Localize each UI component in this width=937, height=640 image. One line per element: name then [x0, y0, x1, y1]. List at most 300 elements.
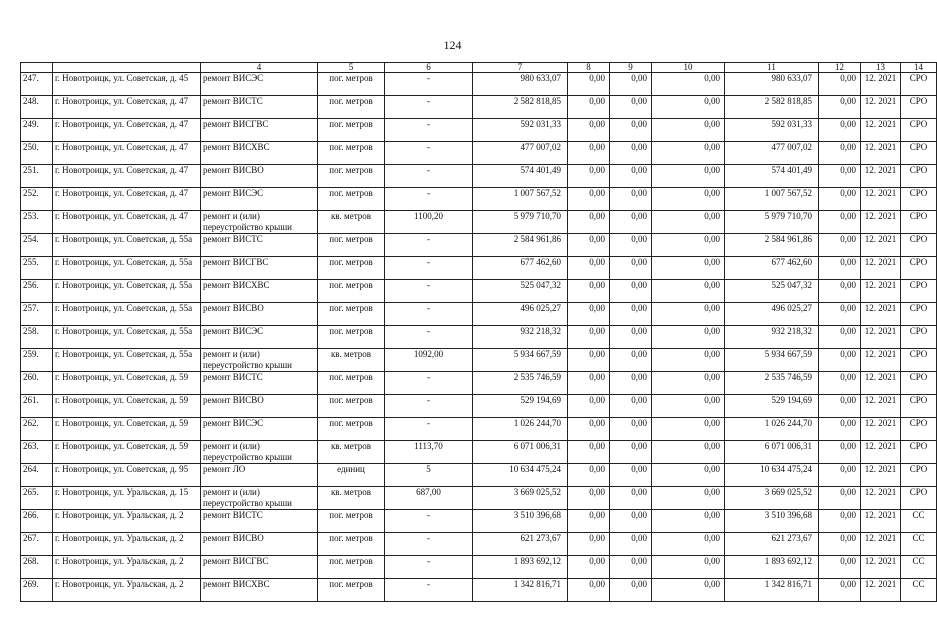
row-number: 261.	[21, 395, 53, 418]
completion-date-cell: 12. 2021	[861, 96, 901, 119]
fund-cost-cell: 1 893 692,12	[725, 556, 819, 579]
value-cell: 0,00	[568, 487, 610, 510]
column-header: 10	[652, 63, 725, 73]
row-number: 254.	[21, 234, 53, 257]
value-cell: 0,00	[610, 280, 652, 303]
value-cell: 0,00	[819, 395, 861, 418]
volume-cell: -	[385, 119, 473, 142]
value-cell: 0,00	[652, 234, 725, 257]
fund-method-cell: СС	[901, 556, 937, 579]
value-cell: 0,00	[652, 142, 725, 165]
fund-cost-cell: 6 071 006,31	[725, 441, 819, 464]
unit-cell: пог. метров	[318, 372, 385, 395]
fund-cost-cell: 3 510 396,68	[725, 510, 819, 533]
address-cell: г. Новотроицк, ул. Советская, д. 47	[53, 119, 201, 142]
value-cell: 0,00	[652, 280, 725, 303]
column-header: 9	[610, 63, 652, 73]
row-number: 267.	[21, 533, 53, 556]
value-cell: 0,00	[568, 211, 610, 234]
total-cost-cell: 1 893 692,12	[473, 556, 568, 579]
fund-cost-cell: 477 007,02	[725, 142, 819, 165]
volume-cell: -	[385, 533, 473, 556]
value-cell: 0,00	[819, 119, 861, 142]
fund-cost-cell: 592 031,33	[725, 119, 819, 142]
value-cell: 0,00	[819, 418, 861, 441]
address-cell: г. Новотроицк, ул. Советская, д. 55а	[53, 303, 201, 326]
value-cell: 0,00	[610, 188, 652, 211]
volume-cell: -	[385, 372, 473, 395]
value-cell: 0,00	[568, 96, 610, 119]
fund-cost-cell: 2 584 961,86	[725, 234, 819, 257]
fund-method-cell: СС	[901, 579, 937, 602]
address-cell: г. Новотроицк, ул. Советская, д. 55а	[53, 326, 201, 349]
total-cost-cell: 6 071 006,31	[473, 441, 568, 464]
work-type-cell: ремонт ЛО	[201, 464, 318, 487]
value-cell: 0,00	[652, 487, 725, 510]
fund-cost-cell: 3 669 025,52	[725, 487, 819, 510]
value-cell: 0,00	[610, 142, 652, 165]
unit-cell: пог. метров	[318, 326, 385, 349]
fund-cost-cell: 980 633,07	[725, 73, 819, 96]
unit-cell: пог. метров	[318, 165, 385, 188]
row-number: 253.	[21, 211, 53, 234]
value-cell: 0,00	[568, 510, 610, 533]
unit-cell: пог. метров	[318, 395, 385, 418]
completion-date-cell: 12. 2021	[861, 579, 901, 602]
unit-cell: пог. метров	[318, 280, 385, 303]
value-cell: 0,00	[819, 510, 861, 533]
fund-method-cell: СРО	[901, 280, 937, 303]
completion-date-cell: 12. 2021	[861, 119, 901, 142]
unit-cell: пог. метров	[318, 96, 385, 119]
table-body	[21, 73, 937, 602]
total-cost-cell: 525 047,32	[473, 280, 568, 303]
volume-cell: 1113,70	[385, 441, 473, 464]
fund-cost-cell: 525 047,32	[725, 280, 819, 303]
value-cell: 0,00	[610, 349, 652, 372]
total-cost-cell: 1 026 244,70	[473, 418, 568, 441]
unit-cell: кв. метров	[318, 349, 385, 372]
value-cell: 0,00	[568, 257, 610, 280]
total-cost-cell: 3 669 025,52	[473, 487, 568, 510]
total-cost-cell: 477 007,02	[473, 142, 568, 165]
value-cell: 0,00	[819, 211, 861, 234]
work-type-cell: ремонт ВИСВО	[201, 303, 318, 326]
completion-date-cell: 12. 2021	[861, 510, 901, 533]
value-cell: 0,00	[819, 73, 861, 96]
value-cell: 0,00	[819, 487, 861, 510]
address-cell: г. Новотроицк, ул. Советская, д. 47	[53, 211, 201, 234]
unit-cell: кв. метров	[318, 487, 385, 510]
total-cost-cell: 1 007 567,52	[473, 188, 568, 211]
address-cell: г. Новотроицк, ул. Советская, д. 55а	[53, 234, 201, 257]
fund-method-cell: СРО	[901, 303, 937, 326]
value-cell: 0,00	[819, 349, 861, 372]
volume-cell: -	[385, 96, 473, 119]
fund-method-cell: СРО	[901, 119, 937, 142]
work-type-cell: ремонт ВИСТС	[201, 372, 318, 395]
row-number: 247.	[21, 73, 53, 96]
address-cell: г. Новотроицк, ул. Советская, д. 47	[53, 165, 201, 188]
total-cost-cell: 5 934 667,59	[473, 349, 568, 372]
work-type-cell: ремонт ВИСГВС	[201, 257, 318, 280]
total-cost-cell: 529 194,69	[473, 395, 568, 418]
table-row	[21, 234, 937, 257]
fund-method-cell: СРО	[901, 464, 937, 487]
column-header: 5	[318, 63, 385, 73]
total-cost-cell: 3 510 396,68	[473, 510, 568, 533]
column-header: 14	[901, 63, 937, 73]
column-header: 11	[725, 63, 819, 73]
fund-method-cell: СРО	[901, 165, 937, 188]
column-header	[21, 63, 53, 73]
unit-cell: пог. метров	[318, 73, 385, 96]
value-cell: 0,00	[568, 556, 610, 579]
value-cell: 0,00	[568, 349, 610, 372]
value-cell: 0,00	[652, 96, 725, 119]
completion-date-cell: 12. 2021	[861, 211, 901, 234]
fund-method-cell: СРО	[901, 441, 937, 464]
row-number: 262.	[21, 418, 53, 441]
row-number: 260.	[21, 372, 53, 395]
unit-cell: пог. метров	[318, 579, 385, 602]
volume-cell: 1092,00	[385, 349, 473, 372]
row-number: 266.	[21, 510, 53, 533]
value-cell: 0,00	[652, 165, 725, 188]
work-type-cell: ремонт ВИСТС	[201, 234, 318, 257]
fund-method-cell: СРО	[901, 73, 937, 96]
row-number: 268.	[21, 556, 53, 579]
address-cell: г. Новотроицк, ул. Советская, д. 55а	[53, 257, 201, 280]
fund-cost-cell: 1 007 567,52	[725, 188, 819, 211]
completion-date-cell: 12. 2021	[861, 303, 901, 326]
table-row	[21, 257, 937, 280]
fund-cost-cell: 932 218,32	[725, 326, 819, 349]
unit-cell: пог. метров	[318, 303, 385, 326]
value-cell: 0,00	[652, 257, 725, 280]
unit-cell: единиц	[318, 464, 385, 487]
row-number: 256.	[21, 280, 53, 303]
work-type-cell: ремонт ВИСВО	[201, 395, 318, 418]
completion-date-cell: 12. 2021	[861, 188, 901, 211]
fund-cost-cell: 10 634 475,24	[725, 464, 819, 487]
row-number: 258.	[21, 326, 53, 349]
value-cell: 0,00	[819, 533, 861, 556]
row-number: 255.	[21, 257, 53, 280]
value-cell: 0,00	[652, 533, 725, 556]
unit-cell: пог. метров	[318, 510, 385, 533]
work-type-cell: ремонт ВИСХВС	[201, 142, 318, 165]
fund-cost-cell: 677 462,60	[725, 257, 819, 280]
volume-cell: 5	[385, 464, 473, 487]
fund-cost-cell: 5 934 667,59	[725, 349, 819, 372]
value-cell: 0,00	[819, 372, 861, 395]
column-header	[53, 63, 201, 73]
unit-cell: пог. метров	[318, 119, 385, 142]
value-cell: 0,00	[568, 234, 610, 257]
total-cost-cell: 2 584 961,86	[473, 234, 568, 257]
value-cell: 0,00	[819, 96, 861, 119]
volume-cell: -	[385, 395, 473, 418]
value-cell: 0,00	[610, 372, 652, 395]
total-cost-cell: 496 025,27	[473, 303, 568, 326]
value-cell: 0,00	[568, 395, 610, 418]
table-row	[21, 441, 937, 464]
fund-method-cell: СРО	[901, 349, 937, 372]
value-cell: 0,00	[568, 303, 610, 326]
value-cell: 0,00	[568, 372, 610, 395]
value-cell: 0,00	[819, 257, 861, 280]
volume-cell: -	[385, 234, 473, 257]
row-number: 257.	[21, 303, 53, 326]
fund-method-cell: СРО	[901, 326, 937, 349]
completion-date-cell: 12. 2021	[861, 280, 901, 303]
value-cell: 0,00	[610, 96, 652, 119]
volume-cell: 1100,20	[385, 211, 473, 234]
table-row	[21, 73, 937, 96]
total-cost-cell: 621 273,67	[473, 533, 568, 556]
row-number: 263.	[21, 441, 53, 464]
work-type-cell: ремонт и (или) переустройство крыши	[201, 349, 318, 372]
value-cell: 0,00	[652, 418, 725, 441]
value-cell: 0,00	[610, 211, 652, 234]
work-type-cell: ремонт ВИСТС	[201, 96, 318, 119]
fund-method-cell: СРО	[901, 372, 937, 395]
value-cell: 0,00	[568, 119, 610, 142]
completion-date-cell: 12. 2021	[861, 464, 901, 487]
value-cell: 0,00	[819, 188, 861, 211]
completion-date-cell: 12. 2021	[861, 234, 901, 257]
volume-cell: 687,00	[385, 487, 473, 510]
volume-cell: -	[385, 579, 473, 602]
volume-cell: -	[385, 165, 473, 188]
value-cell: 0,00	[568, 579, 610, 602]
fund-cost-cell: 529 194,69	[725, 395, 819, 418]
fund-cost-cell: 5 979 710,70	[725, 211, 819, 234]
value-cell: 0,00	[568, 188, 610, 211]
column-header: 7	[473, 63, 568, 73]
unit-cell: пог. метров	[318, 188, 385, 211]
unit-cell: пог. метров	[318, 142, 385, 165]
value-cell: 0,00	[652, 510, 725, 533]
column-header: 8	[568, 63, 610, 73]
table-row	[21, 326, 937, 349]
volume-cell: -	[385, 556, 473, 579]
value-cell: 0,00	[652, 464, 725, 487]
registry-table	[20, 62, 937, 602]
fund-cost-cell: 574 401,49	[725, 165, 819, 188]
fund-cost-cell: 2 582 818,85	[725, 96, 819, 119]
row-number: 249.	[21, 119, 53, 142]
column-number-row	[21, 63, 937, 73]
work-type-cell: ремонт ВИСЭС	[201, 418, 318, 441]
value-cell: 0,00	[652, 349, 725, 372]
work-type-cell: ремонт ВИСЭС	[201, 73, 318, 96]
column-header: 4	[201, 63, 318, 73]
value-cell: 0,00	[652, 395, 725, 418]
address-cell: г. Новотроицк, ул. Советская, д. 59	[53, 395, 201, 418]
value-cell: 0,00	[819, 464, 861, 487]
page-number: 124	[443, 38, 462, 52]
value-cell: 0,00	[652, 188, 725, 211]
volume-cell: -	[385, 257, 473, 280]
fund-method-cell: СРО	[901, 418, 937, 441]
value-cell: 0,00	[610, 119, 652, 142]
address-cell: г. Новотроицк, ул. Советская, д. 59	[53, 441, 201, 464]
volume-cell: -	[385, 142, 473, 165]
table-row	[21, 372, 937, 395]
fund-method-cell: СРО	[901, 142, 937, 165]
address-cell: г. Новотроицк, ул. Уральская, д. 15	[53, 487, 201, 510]
value-cell: 0,00	[568, 533, 610, 556]
value-cell: 0,00	[610, 395, 652, 418]
table-row	[21, 188, 937, 211]
table-row	[21, 119, 937, 142]
fund-method-cell: СРО	[901, 96, 937, 119]
address-cell: г. Новотроицк, ул. Уральская, д. 2	[53, 556, 201, 579]
completion-date-cell: 12. 2021	[861, 142, 901, 165]
volume-cell: -	[385, 73, 473, 96]
volume-cell: -	[385, 280, 473, 303]
fund-method-cell: СРО	[901, 257, 937, 280]
value-cell: 0,00	[568, 464, 610, 487]
fund-cost-cell: 1 342 816,71	[725, 579, 819, 602]
table-row	[21, 556, 937, 579]
work-type-cell: ремонт ВИСХВС	[201, 579, 318, 602]
value-cell: 0,00	[652, 326, 725, 349]
address-cell: г. Новотроицк, ул. Советская, д. 55а	[53, 349, 201, 372]
fund-method-cell: СС	[901, 510, 937, 533]
value-cell: 0,00	[652, 579, 725, 602]
table-row	[21, 395, 937, 418]
fund-method-cell: СРО	[901, 211, 937, 234]
total-cost-cell: 932 218,32	[473, 326, 568, 349]
volume-cell: -	[385, 303, 473, 326]
table-row	[21, 464, 937, 487]
work-type-cell: ремонт и (или) переустройство крыши	[201, 211, 318, 234]
address-cell: г. Новотроицк, ул. Уральская, д. 2	[53, 533, 201, 556]
value-cell: 0,00	[819, 441, 861, 464]
value-cell: 0,00	[610, 303, 652, 326]
row-number: 252.	[21, 188, 53, 211]
value-cell: 0,00	[568, 326, 610, 349]
row-number: 251.	[21, 165, 53, 188]
value-cell: 0,00	[819, 303, 861, 326]
column-header: 6	[385, 63, 473, 73]
value-cell: 0,00	[568, 73, 610, 96]
value-cell: 0,00	[652, 372, 725, 395]
completion-date-cell: 12. 2021	[861, 533, 901, 556]
row-number: 248.	[21, 96, 53, 119]
total-cost-cell: 592 031,33	[473, 119, 568, 142]
value-cell: 0,00	[568, 142, 610, 165]
table-row	[21, 303, 937, 326]
column-header: 13	[861, 63, 901, 73]
value-cell: 0,00	[610, 579, 652, 602]
table-row	[21, 211, 937, 234]
total-cost-cell: 1 342 816,71	[473, 579, 568, 602]
row-number: 264.	[21, 464, 53, 487]
fund-cost-cell: 621 273,67	[725, 533, 819, 556]
value-cell: 0,00	[652, 73, 725, 96]
value-cell: 0,00	[652, 119, 725, 142]
row-number: 269.	[21, 579, 53, 602]
table-row	[21, 579, 937, 602]
value-cell: 0,00	[652, 556, 725, 579]
completion-date-cell: 12. 2021	[861, 441, 901, 464]
value-cell: 0,00	[610, 556, 652, 579]
value-cell: 0,00	[610, 418, 652, 441]
row-number: 265.	[21, 487, 53, 510]
work-type-cell: ремонт ВИСЭС	[201, 326, 318, 349]
value-cell: 0,00	[568, 165, 610, 188]
completion-date-cell: 12. 2021	[861, 487, 901, 510]
work-type-cell: ремонт ВИСГВС	[201, 119, 318, 142]
table-row	[21, 142, 937, 165]
work-type-cell: ремонт ВИСГВС	[201, 556, 318, 579]
address-cell: г. Новотроицк, ул. Советская, д. 59	[53, 372, 201, 395]
address-cell: г. Новотроицк, ул. Советская, д. 45	[53, 73, 201, 96]
table-row	[21, 349, 937, 372]
value-cell: 0,00	[819, 579, 861, 602]
value-cell: 0,00	[652, 441, 725, 464]
fund-cost-cell: 496 025,27	[725, 303, 819, 326]
work-type-cell: ремонт ВИСТС	[201, 510, 318, 533]
completion-date-cell: 12. 2021	[861, 257, 901, 280]
unit-cell: пог. метров	[318, 257, 385, 280]
total-cost-cell: 980 633,07	[473, 73, 568, 96]
value-cell: 0,00	[610, 326, 652, 349]
fund-method-cell: СРО	[901, 487, 937, 510]
completion-date-cell: 12. 2021	[861, 556, 901, 579]
value-cell: 0,00	[652, 211, 725, 234]
completion-date-cell: 12. 2021	[861, 372, 901, 395]
total-cost-cell: 10 634 475,24	[473, 464, 568, 487]
fund-method-cell: СРО	[901, 234, 937, 257]
value-cell: 0,00	[819, 556, 861, 579]
column-header: 12	[819, 63, 861, 73]
value-cell: 0,00	[610, 510, 652, 533]
address-cell: г. Новотроицк, ул. Уральская, д. 2	[53, 510, 201, 533]
table-row	[21, 280, 937, 303]
work-type-cell: ремонт и (или) переустройство крыши	[201, 441, 318, 464]
fund-cost-cell: 2 535 746,59	[725, 372, 819, 395]
value-cell: 0,00	[610, 487, 652, 510]
unit-cell: пог. метров	[318, 556, 385, 579]
value-cell: 0,00	[610, 441, 652, 464]
value-cell: 0,00	[610, 464, 652, 487]
value-cell: 0,00	[819, 326, 861, 349]
address-cell: г. Новотроицк, ул. Советская, д. 47	[53, 188, 201, 211]
fund-method-cell: СРО	[901, 188, 937, 211]
value-cell: 0,00	[610, 533, 652, 556]
unit-cell: кв. метров	[318, 211, 385, 234]
fund-cost-cell: 1 026 244,70	[725, 418, 819, 441]
table-row	[21, 487, 937, 510]
address-cell: г. Новотроицк, ул. Советская, д. 47	[53, 96, 201, 119]
row-number: 250.	[21, 142, 53, 165]
address-cell: г. Новотроицк, ул. Советская, д. 59	[53, 418, 201, 441]
total-cost-cell: 2 582 818,85	[473, 96, 568, 119]
work-type-cell: ремонт ВИСВО	[201, 165, 318, 188]
value-cell: 0,00	[819, 142, 861, 165]
value-cell: 0,00	[610, 165, 652, 188]
unit-cell: кв. метров	[318, 441, 385, 464]
total-cost-cell: 677 462,60	[473, 257, 568, 280]
value-cell: 0,00	[568, 441, 610, 464]
work-type-cell: ремонт ВИСЭС	[201, 188, 318, 211]
address-cell: г. Новотроицк, ул. Советская, д. 55а	[53, 280, 201, 303]
